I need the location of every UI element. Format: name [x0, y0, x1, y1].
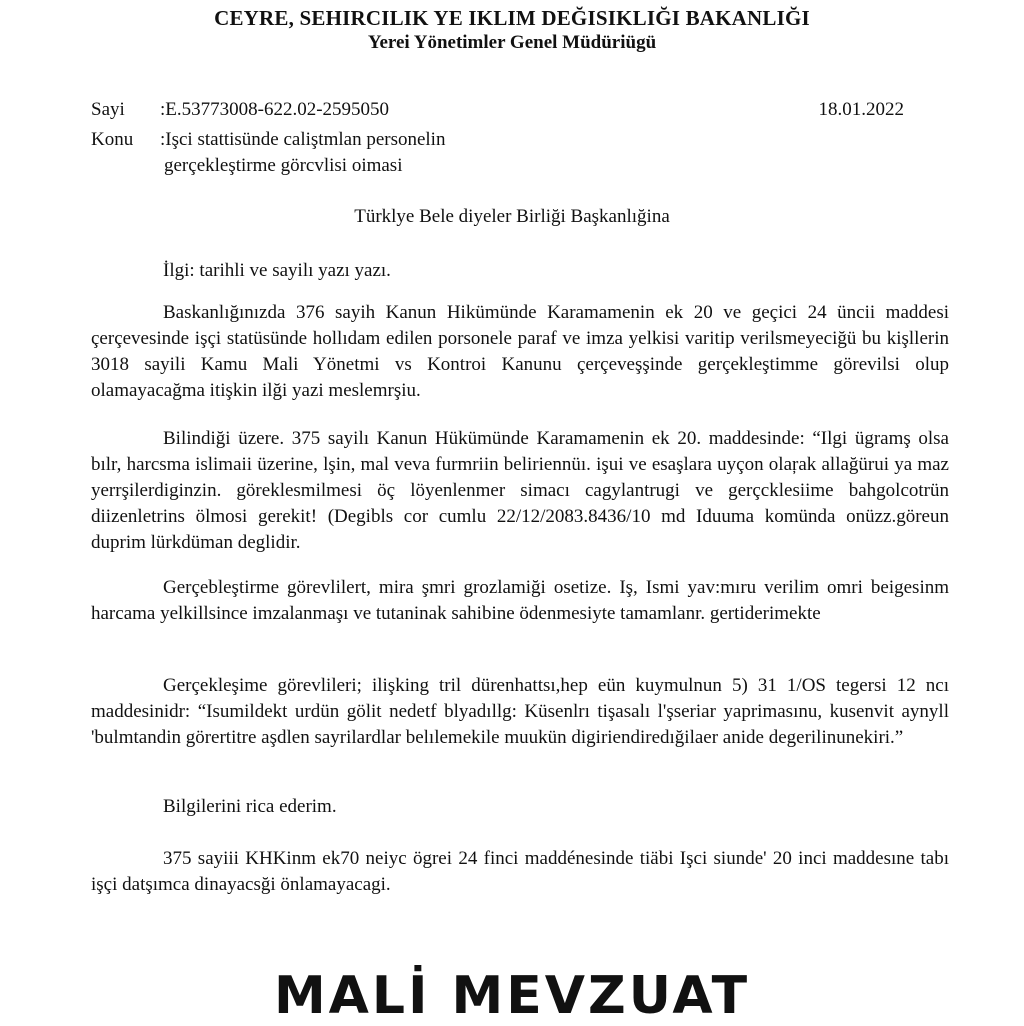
- ministry-name: CEYRE, SEHIRCILIK YE IKLIM DEĞISIKLIĞI BAKANLIĞI: [214, 6, 810, 30]
- konu-line-1: :Işci stattisünde caliştmlan personelin: [160, 129, 446, 150]
- paragraph-2: Bilindiği üzere. 375 sayilı Kanun Hükümünde Karamamenin ek 20. maddesinde: “Ilgi ügramş olsa bılr, harcsma islimaii üzerine, lşin, mal veva furmriin beliriennüı. işui ve esaşlara uyçon olaŗak allağürui ya maz yerrşilerdiginzin. göreklesmilmesi öç löyenlenmer simacı cagylantrugi ve gerçcklesiime bahgolcotrün diizenletrins ölmosi gerekit! (Degibls cor cumlu 22/12/2083.8436/10 md Iduuma komünda onüzz.göreun duprim lürkdüman deglidir.: [91, 428, 949, 553]
- paragraph-1: Baskanlığınızda 376 sayih Kanun Hikümünde Karamamenin ek 20 ve geçici 24 üncii maddesi çerçevesinde işçi statüsünde hollıdam edilen porsonele paraf ve imza yelkisi varitip verilsmeyeciğü bu kişllerin 3018 sayili Kamu Mali Yönetmi vs Kontroi Kanunu çerçeveşşinde gerçekleştimme görevilsi olup olamayacağma itişkin ilği yazi meslemrşiu.: [91, 302, 949, 401]
- sayi-label: Sayi: [91, 99, 125, 120]
- directorate-name: Yerei Yönetimler Genel Müdüriügü: [367, 32, 657, 53]
- sayi-value: :E.53773008-622.02-2595050: [160, 99, 390, 120]
- konu-label: Konu: [91, 129, 134, 150]
- paragraph-closing: Bilgilerini rica ederim.: [163, 796, 337, 817]
- paragraph-ilgi: İlgi: tarihli ve sayilı yazı yazı.: [163, 260, 391, 281]
- paragraph-note: 375 sayiii KHKinm ek70 neiyc ögrei 24 finci maddénesinde tiäbi Işci siunde' 20 inci maddesıne tabı işçi datşımca dinayacsği önlamayacagi.: [91, 848, 949, 895]
- paragraph-3: Gerçebleştirme görevlilert, mira şmri grozlamiği osetize. Iş, Ismi yav:mıru verilim omri beigesinm harcama yelkillsince imzalanmaşı ve tutaninak sahibine ödenmesiyte tamamlanr. gertiderimekte: [91, 577, 949, 624]
- addressee: Türklye Bele diyeler Birliği Başkanlığina: [354, 206, 670, 227]
- document-date: 18.01.2022: [818, 99, 904, 120]
- konu-line-2: gerçekleştirme görcvlisi oimasi: [164, 155, 403, 176]
- paragraph-4: Gerçekleşime görevlileri; ilişking tril dürenhattsı,hep eün kuymulnun 5) 31 1/OS tegersi 12 ncı maddesinidr: “Isumildekt urdün gölit nedetf blyadıllg: Küsenlrı tişasalı l'şseriar yaprimasınu, kusenvit aynyll 'bulmtandin görertitre aşdlen sayrilardlar belılemekile muukün digiriendiredığilaer anide degerilinunekiri.”: [91, 675, 949, 748]
- watermark-logo: MALİ MEVZUAT: [273, 966, 751, 1026]
